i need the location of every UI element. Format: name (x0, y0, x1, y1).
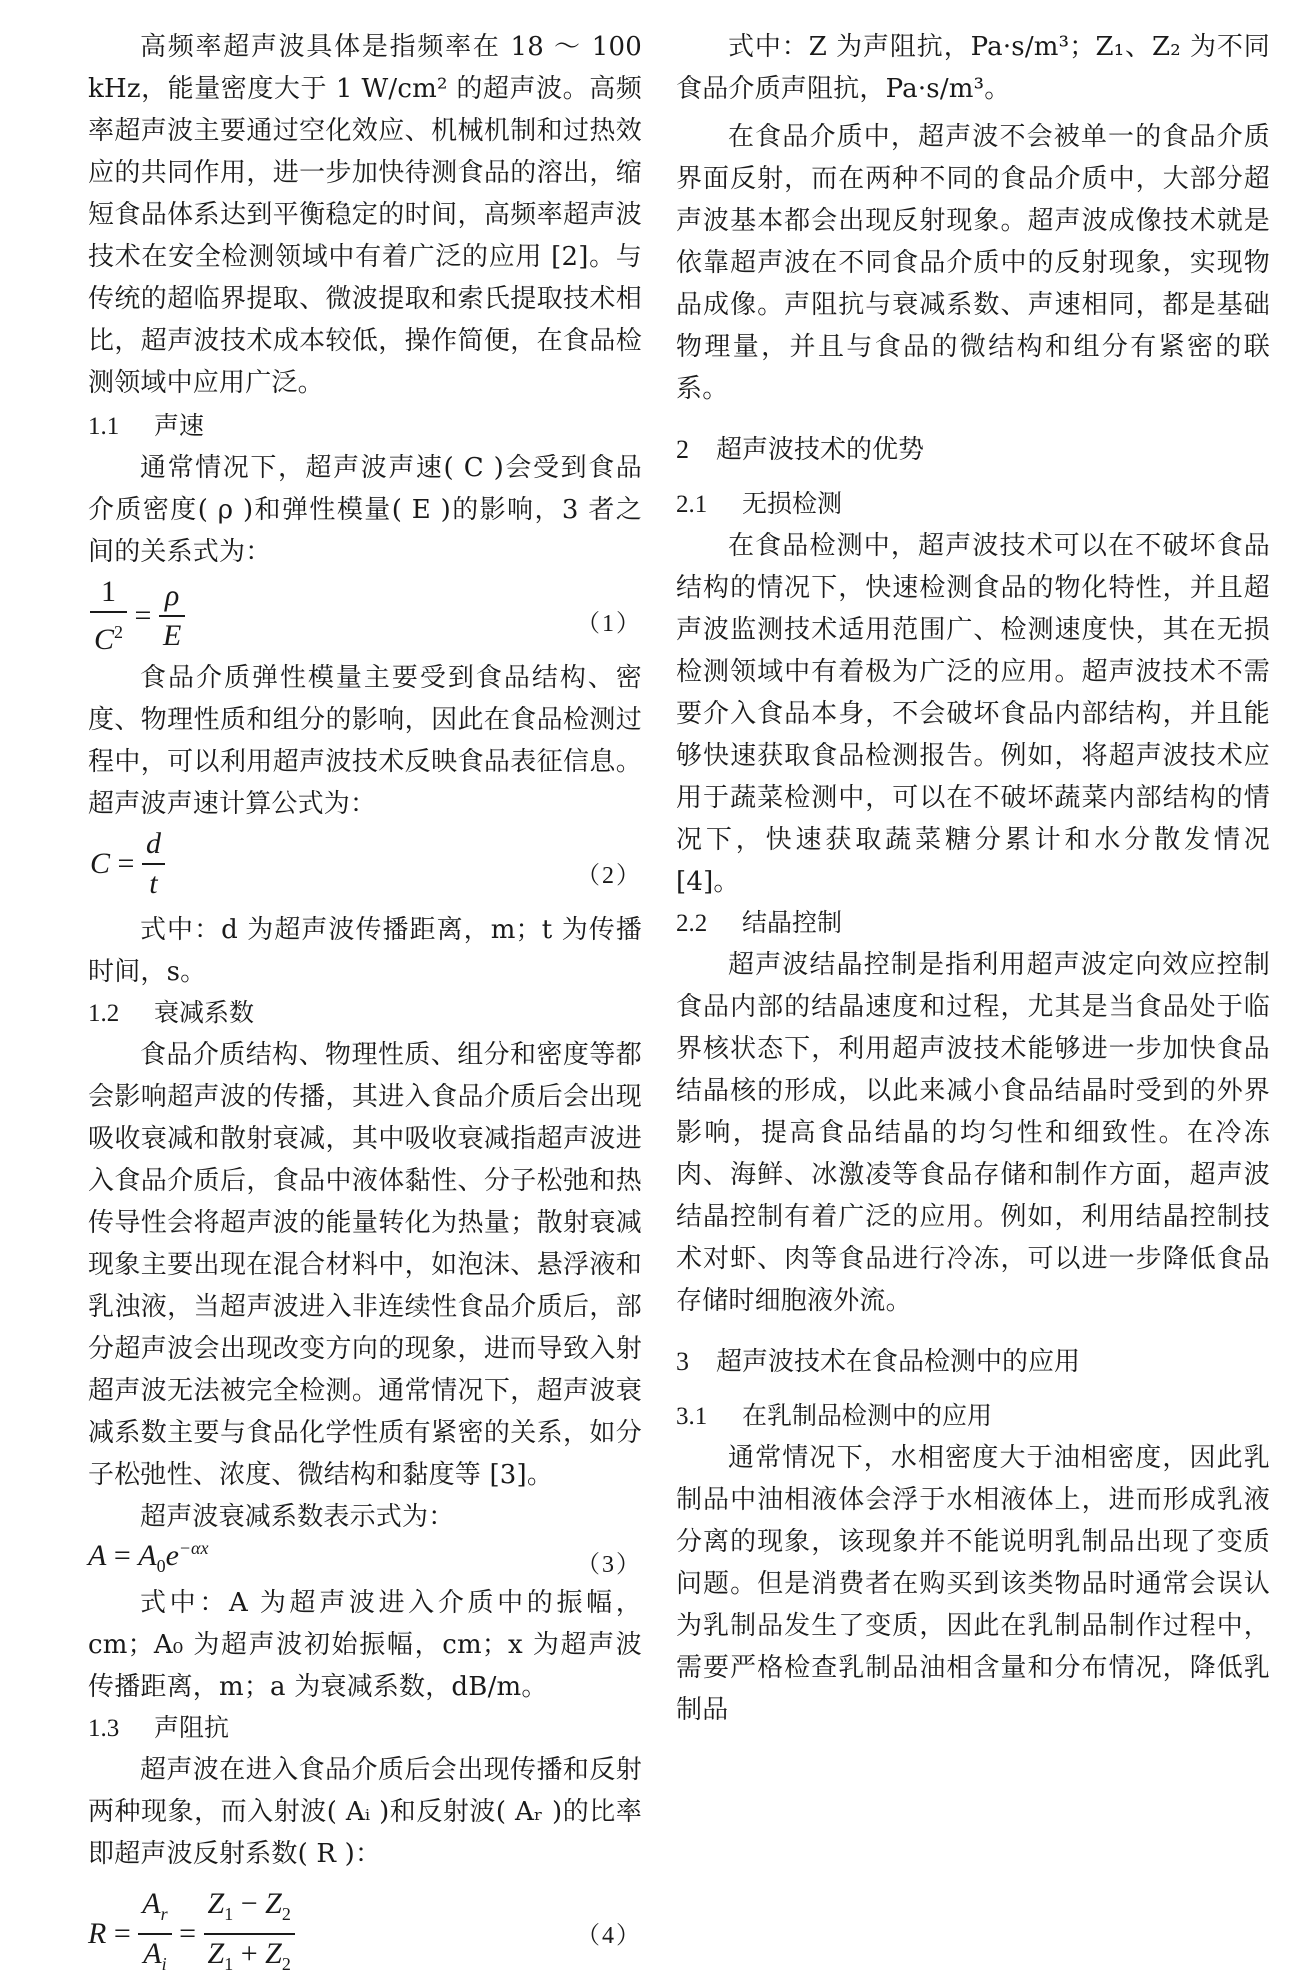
paragraph: 食品介质结构、物理性质、组分和密度等都会影响超声波的传播，其进入食品介质后会出现吸收衰减和散射衰减，其中吸收衰减指超声波进入食品介质后，食品中液体黏性、分子松弛和热传导性会将超声波的能量转化为热量；散射衰减现象主要出现在混合材料中，如泡沫、悬浮液和乳浊液，当超声波进入非连续性食品介质后，部分超声波会出现改变方向的现象，进而导致入射超声波无法被完全检测。通常情况下，超声波衰减系数主要与食品化学性质有紧密的关系，如分子松弛性、浓度、微结构和黏度等 [3]。 (88, 1040, 642, 1490)
equation-2: C = $\frac{d}{t}$ （2） (90, 825, 642, 909)
paragraph: 式中：d 为超声波传播距离，m；t 为传播时间，s。 (88, 915, 642, 987)
paragraph: 式中：Z 为声阻抗，Pa·s/m³；Z₁、Z₂ 为不同食品介质声阻抗，Pa·s/m³。 (676, 32, 1270, 104)
section-title: 结晶控制 (742, 908, 843, 937)
equation-number: （3） (576, 1552, 642, 1578)
section-heading-2-2 (676, 903, 1270, 944)
paragraph: 通常情况下，超声波声速( C )会受到食品介质密度( ρ )和弹性模量( E )的影响，3 者之间的关系式为： (88, 453, 642, 567)
section-heading-3 (676, 1340, 1270, 1384)
section-number: 1.1 (88, 413, 120, 440)
section-heading-1-1 (88, 406, 642, 447)
right-column (676, 0, 1270, 1731)
section-title: 无损检测 (742, 489, 843, 518)
paragraph: 超声波衰减系数表示式为： (140, 1502, 455, 1532)
equation-number: （1） (576, 611, 642, 637)
section-number: 3.1 (676, 1403, 708, 1430)
section-title: 衰减系数 (154, 998, 255, 1027)
fraction: $\frac{A_r}{A_i}$ (138, 1885, 171, 1983)
paragraph: 在食品检测中，超声波技术可以在不破坏食品结构的情况下，快速检测食品的物化特性，并且超声波监测技术适用范围广、检测速度快，其在无损检测领域中有着极为广泛的应用。超声波技术不需要介入食品本身，不会破坏食品内部结构，并且能够快速获取食品检测报告。例如，将超声波技术应用于蔬菜检测中，可以在不破坏蔬菜内部结构的情况下，快速获取蔬菜糖分累计和水分散发情况 [4]。 (676, 531, 1270, 897)
paragraph: 在食品介质中，超声波不会被单一的食品介质界面反射，而在两种不同的食品介质中，大部分超声波基本都会出现反射现象。超声波成像技术就是依靠超声波在不同食品介质中的反射现象，实现物品成像。声阻抗与衰减系数、声速相同，都是基础物理量，并且与食品的微结构和组分有紧密的联系。 (676, 122, 1270, 404)
paragraph: 高频率超声波具体是指频率在 18 ～ 100 kHz，能量密度大于 1 W/cm² 的超声波。高频率超声波主要通过空化效应、机械机制和过热效应的共同作用，进一步加快待测食品的溶出，缩短食品体系达到平衡稳定的时间，高频率超声波技术在安全检测领域中有着广泛的应用 [2]。与传统的超临界提取、微波提取和索氏提取技术相比，超声波技术成本较低，操作简便，在食品检测领域中应用广泛。 (88, 32, 642, 398)
section-title: 声速 (154, 411, 205, 440)
section-number: 2.1 (676, 491, 708, 518)
paragraph: 食品介质弹性模量主要受到食品结构、密度、物理性质和组分的影响，因此在食品检测过程中，可以利用超声波技术反映食品表征信息。超声波声速计算公式为： (88, 663, 642, 819)
fraction: $\frac{\rho}{E}$ (159, 577, 185, 655)
section-title: 超声波技术的优势 (716, 435, 925, 465)
paragraph: 超声波结晶控制是指利用超声波定向效应控制食品内部的结晶速度和过程，尤其是当食品处于临界核状态下，利用超声波技术能够进一步加快食品结晶核的形成，以此来减小食品结晶时受到的外界影响，提高食品结晶的均匀性和细致性。在冷冻肉、海鲜、冰激凌等食品存储和制作方面，超声波结晶控制有着广泛的应用。例如，利用结晶控制技术对虾、肉等食品进行冷冻，可以进一步降低食品存储时细胞液外流。 (676, 950, 1270, 1316)
section-number: 2.2 (676, 910, 708, 937)
equation-4: R = $\frac{A_r}{A_i}$ = $\frac{Z_1 - Z_2}{Z_1 + Z_2}$ （4） (88, 1885, 642, 1969)
fraction: $\frac{Z_1 - Z_2}{Z_1 + Z_2}$ (204, 1885, 295, 1983)
equation-number: （4） (576, 1923, 642, 1949)
paragraph: 式中：A 为超声波进入介质中的振幅，cm；A₀ 为超声波初始振幅，cm；x 为超声波传播距离，m；a 为衰减系数，dB/m。 (88, 1588, 642, 1702)
equation-3: $A = A_0e^{-\alpha x}$ （3） (88, 1538, 642, 1578)
fraction: $\frac{d}{t}$ (142, 825, 165, 903)
section-number: 3 (676, 1347, 689, 1376)
equation-number: （2） (576, 863, 642, 889)
paragraph: 通常情况下，水相密度大于油相密度，因此乳制品中油相液体会浮于水相液体上，进而形成乳液分离的现象，该现象并不能说明乳制品出现了变质问题。但是消费者在购买到该类物品时通常会误认为乳制品发生了变质，因此在乳制品制作过程中，需要严格检查乳制品油相含量和分布情况，降低乳制品 (676, 1443, 1270, 1725)
section-heading-1-3 (88, 1708, 642, 1749)
section-number: 1.2 (88, 1000, 120, 1027)
equation-1: $\frac{1}{C^2}$ = $\frac{\rho}{E}$ （1） (90, 573, 642, 657)
section-heading-1-2 (88, 993, 642, 1034)
section-number: 2 (676, 435, 689, 464)
section-heading-3-1 (676, 1396, 1270, 1437)
section-title: 声阻抗 (154, 1713, 230, 1742)
section-title: 在乳制品检测中的应用 (742, 1401, 993, 1430)
section-number: 1.3 (88, 1715, 120, 1742)
section-heading-2 (676, 428, 1270, 472)
paragraph: 超声波在进入食品介质后会出现传播和反射两种现象，而入射波( Aᵢ )和反射波( Aᵣ )的比率即超声波反射系数( R )： (88, 1755, 642, 1869)
section-title: 超声波技术在食品检测中的应用 (716, 1347, 1081, 1377)
left-column (88, 0, 642, 1974)
fraction: $\frac{1}{C^2}$ (90, 573, 127, 659)
section-heading-2-1 (676, 484, 1270, 525)
